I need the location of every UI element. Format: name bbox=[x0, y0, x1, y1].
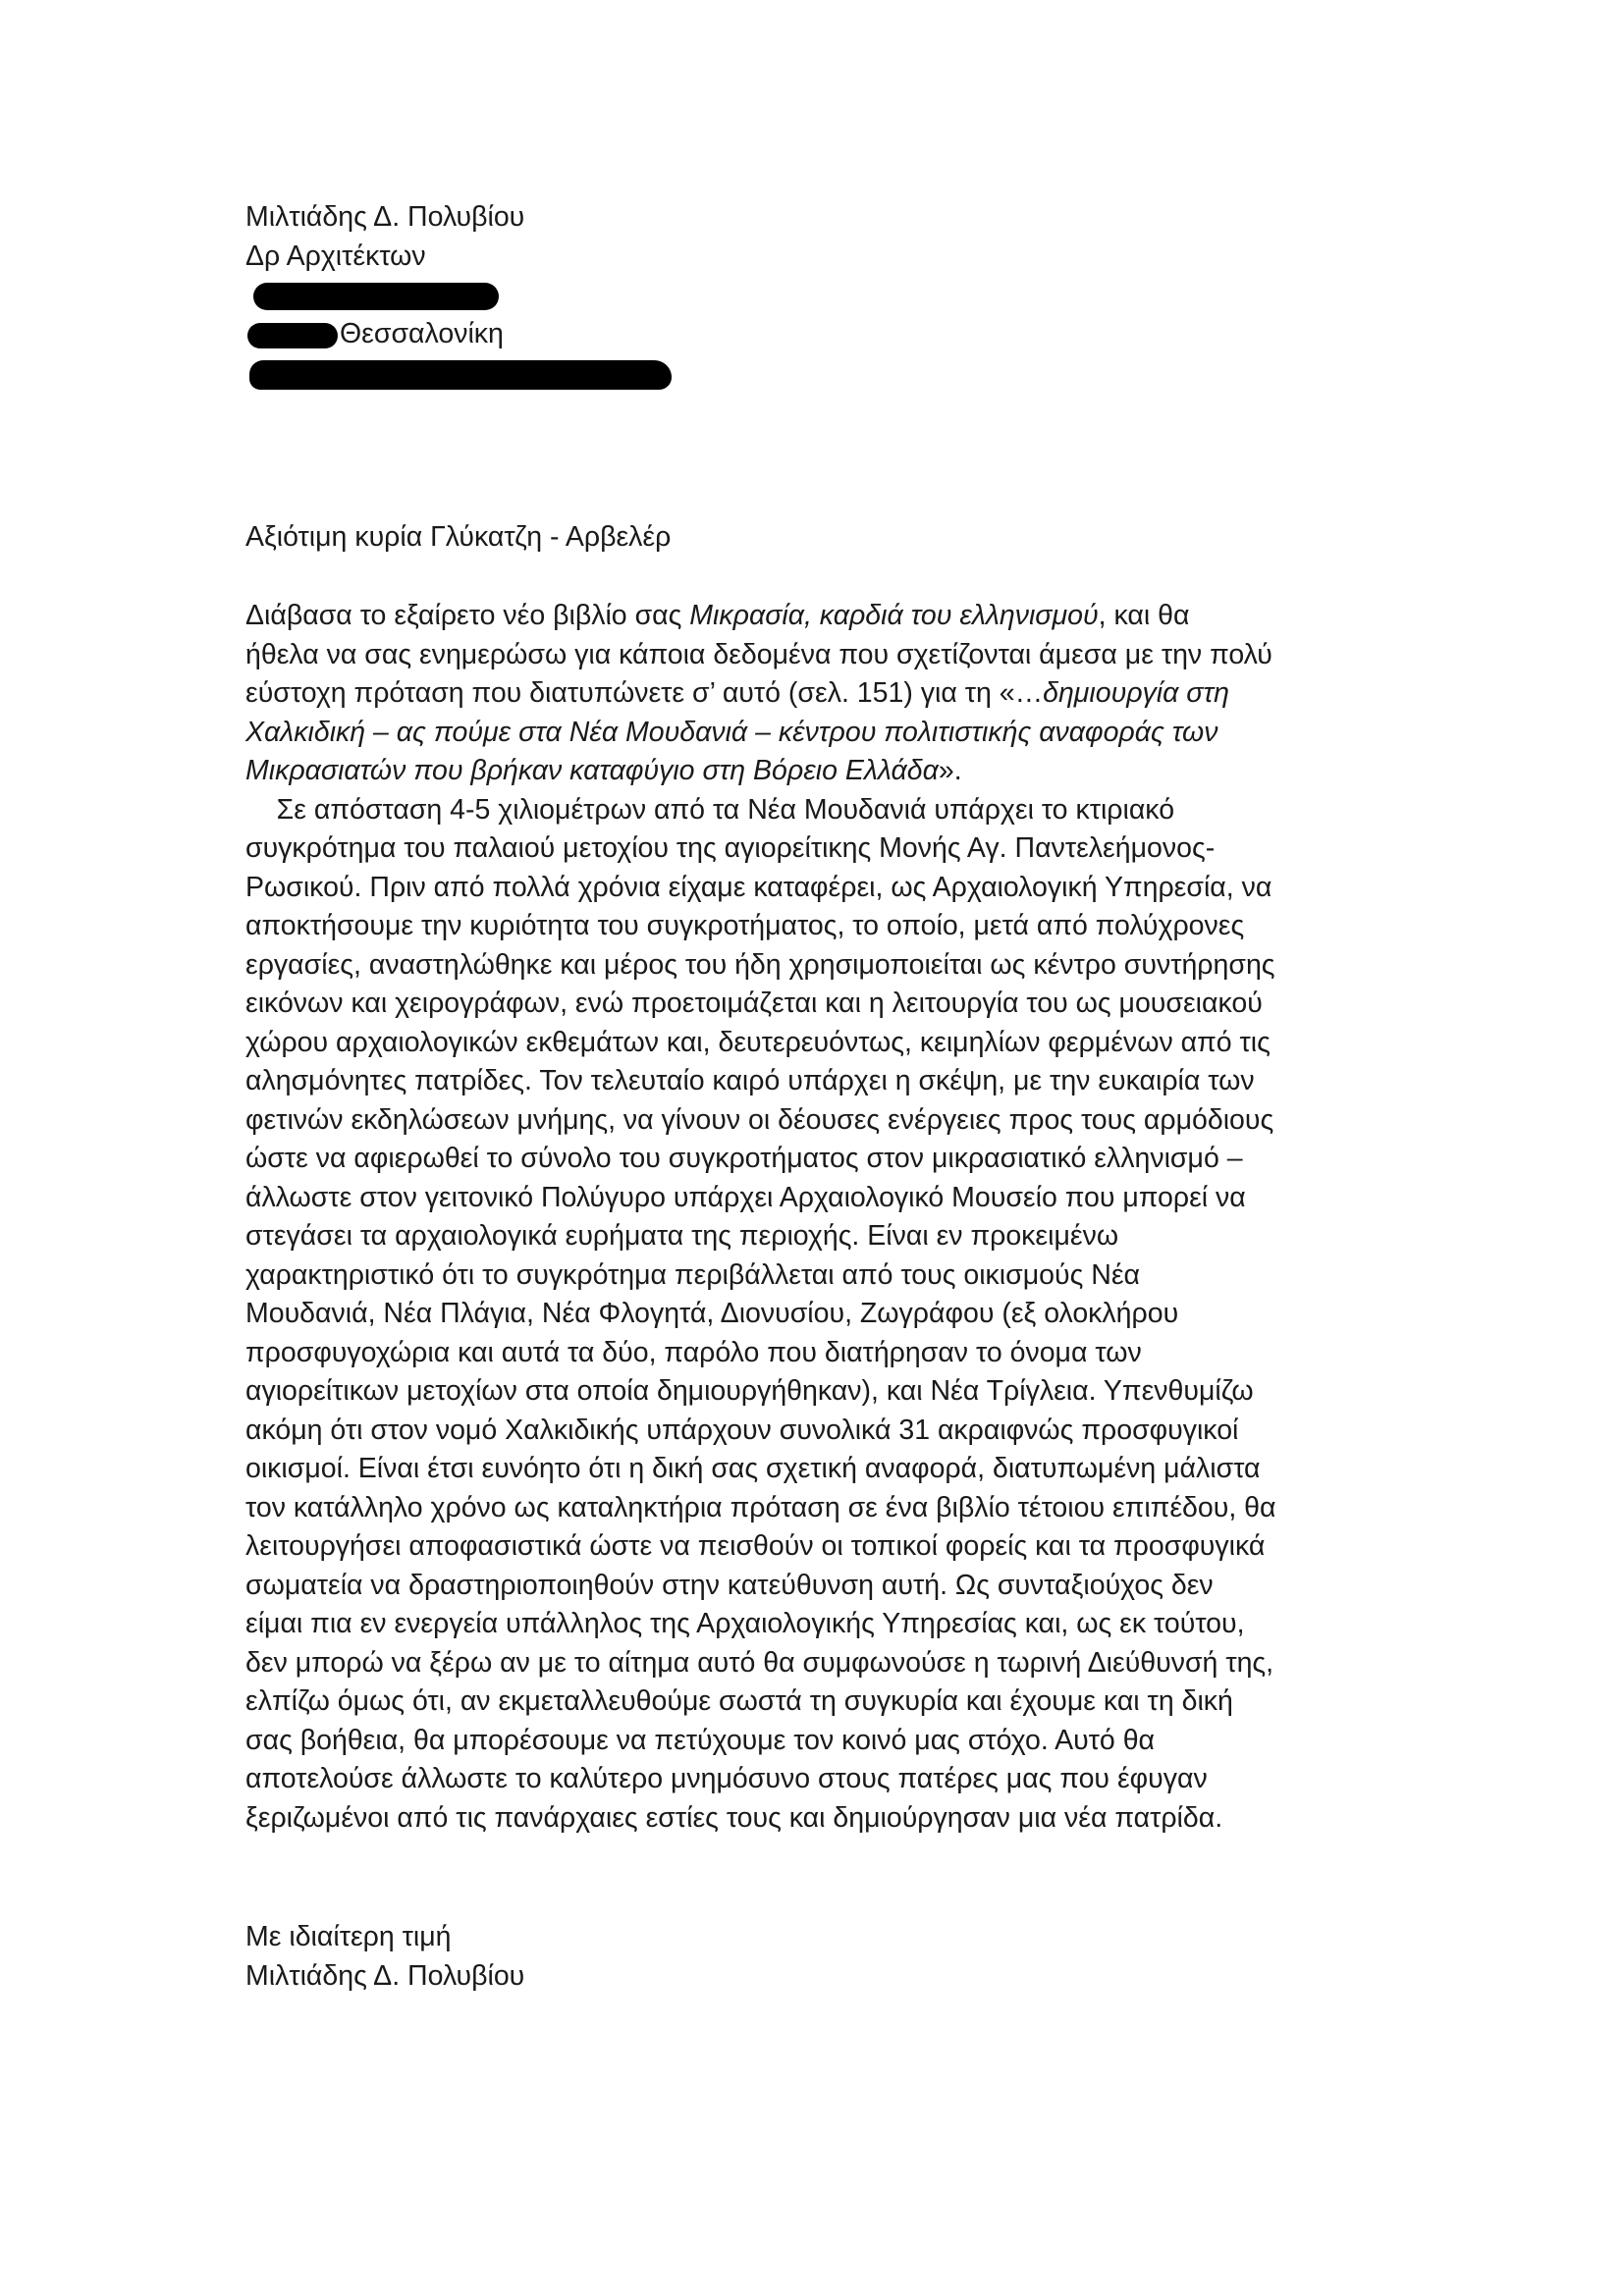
body-line: εικόνων και χειρογράφων, ενώ προετοιμάζεται και η λειτουργία του ως μουσειακού bbox=[245, 988, 1263, 1019]
body-line: δεν μπορώ να ξέρω αν με το αίτημα αυτό θα συμφωνούσε η τωρινή Διεύθυνσή της, bbox=[245, 1646, 1274, 1679]
body-line: χώρου αρχαιολογικών εκθεμάτων και, δευτερευόντως, κειμηλίων φερμένων από τις bbox=[245, 1026, 1271, 1058]
body-line: σωματεία να δραστηριοποιηθούν στην κατεύθυνση αυτή. Ως συνταξιούχος δεν bbox=[245, 1569, 1214, 1601]
body-line: ώστε να αφιερωθεί το σύνολο του συγκροτήματος στον μικρασιατικό ελληνισμό – bbox=[245, 1143, 1243, 1174]
body-line: αποκτήσουμε την κυριότητα του συγκροτήματος, το οποίο, μετά από πολύχρονες bbox=[245, 910, 1245, 941]
body-line: ξεριζωμένοι από τις πανάρχαιες εστίες τους και δημιούργησαν μια νέα πατρίδα. bbox=[245, 1801, 1223, 1834]
sender-block bbox=[245, 198, 524, 393]
body-paragraph-2 bbox=[245, 791, 1276, 1839]
closing-phrase: Με ιδιαίτερη τιμή bbox=[245, 1921, 452, 1952]
sender-name: Μιλτιάδης Δ. Πολυβίου bbox=[245, 201, 525, 233]
body-line: Χαλκιδική – ας πούμε στα Νέα Μουδανιά – κέντρου πολιτιστικής αναφοράς των bbox=[245, 716, 1218, 748]
body-line: Μικρασιατών που βρήκαν καταφύγιο στη Βόρειο Ελλάδα». bbox=[245, 755, 962, 786]
sender-title: Δρ Αρχιτέκτων bbox=[245, 240, 426, 272]
body-line: Σε απόσταση 4-5 χιλιομέτρων από τα Νέα Μουδανιά υπάρχει το κτιριακό bbox=[245, 793, 1175, 826]
body-line: άλλωστε στον γειτονικό Πολύγυρο υπάρχει Αρχαιολογικό Μουσείο που μπορεί να bbox=[245, 1181, 1246, 1213]
body-line: χαρακτηριστικό ότι το συγκρότημα περιβάλλεται από τους οικισμούς Νέα bbox=[245, 1258, 1140, 1291]
body-line: εργασίες, αναστηλώθηκε και μέρος του ήδη χρησιμοποιείται ως κέντρο συντήρησης bbox=[245, 948, 1275, 981]
redaction-mark bbox=[249, 360, 672, 390]
body-line: αποτελούσε άλλωστε το καλύτερο μνημόσυνο στους πατέρες μας που έφυγαν bbox=[245, 1763, 1208, 1794]
body-line: σας βοήθεια, θα μπορέσουμε να πετύχουμε τον κοινό μας στόχο. Αυτό θα bbox=[245, 1724, 1156, 1756]
redaction-mark bbox=[247, 323, 338, 348]
body-line: αγιορείτικων μετοχίων στα οποία δημιουργήθηκαν), και Νέα Τρίγλεια. Υπενθυμίζω bbox=[245, 1375, 1254, 1407]
body-line: οικισμοί. Είναι έτσι ευνόητο ότι η δική σας σχετική αναφορά, διατυπωμένη μάλιστα bbox=[245, 1453, 1261, 1484]
salutation: Αξιότιμη κυρία Γλύκατζη - Αρβελέρ bbox=[245, 521, 672, 553]
signature: Μιλτιάδης Δ. Πολυβίου bbox=[245, 1959, 525, 1992]
body-line: λειτουργήσει αποφασιστικά ώστε να πεισθούν οι τοπικοί φορείς και τα προσφυγικά bbox=[245, 1530, 1266, 1562]
body-line: Ρωσικού. Πριν από πολλά χρόνια είχαμε καταφέρει, ως Αρχαιολογική Υπηρεσία, να bbox=[245, 871, 1272, 903]
body-line: ακόμη ότι στον νομό Χαλκιδικής υπάρχουν συνολικά 31 ακραιφνώς προσφυγικοί bbox=[245, 1414, 1239, 1446]
sender-street-redacted bbox=[245, 276, 524, 315]
body-line: τον κατάλληλο χρόνο ως καταληκτήρια πρόταση σε ένα βιβλίο τέτοιου επιπέδου, θα bbox=[245, 1491, 1276, 1523]
closing-block bbox=[245, 1918, 524, 1996]
body-line: Διάβασα το εξαίρετο νέο βιβλίο σας Μικρασία, καρδιά του ελληνισμού, και θα bbox=[245, 600, 1190, 631]
body-line: φετινών εκδηλώσεων μνήμης, να γίνουν οι δέουσες ενέργειες προς τους αρμόδιους bbox=[245, 1103, 1274, 1136]
sender-city: Θεσσαλονίκη bbox=[340, 317, 504, 349]
sender-phone-redacted bbox=[245, 353, 524, 393]
body-line: αλησμόνητες πατρίδες. Τον τελευταίο καιρό υπάρχει η σκέψη, με την ευκαιρία των bbox=[245, 1065, 1255, 1096]
body-line: εύστοχη πρόταση που διατυπώνετε σ’ αυτό (σελ. 151) για τη «…δημιουργία στη bbox=[245, 677, 1229, 709]
body-line: στεγάσει τα αρχαιολογικά ευρήματα της περιοχής. Είναι εν προκειμένω bbox=[245, 1220, 1119, 1252]
body-line: ελπίζω όμως ότι, αν εκμεταλλευθούμε σωστά τη συγκυρία και έχουμε και τη δική bbox=[245, 1685, 1233, 1717]
body-line: είμαι πια εν ενεργεία υπάλληλος της Αρχαιολογικής Υπηρεσίας και, ως εκ τούτου, bbox=[245, 1608, 1245, 1639]
body-line: Μουδανιά, Νέα Πλάγια, Νέα Φλογητά, Διονυσίου, Ζωγράφου (εξ ολοκλήρου bbox=[245, 1298, 1179, 1329]
redaction-mark bbox=[253, 283, 499, 310]
sender-city-line bbox=[245, 315, 524, 354]
body-line: ήθελα να σας ενημερώσω για κάποια δεδομένα που σχετίζονται άμεσα με την πολύ bbox=[245, 638, 1272, 670]
letter-body bbox=[245, 597, 1276, 1838]
body-line: συγκρότημα του παλαιού μετοχίου της αγιορείτικης Μονής Αγ. Παντελεήμονος- bbox=[245, 832, 1216, 864]
body-line: προσφυγοχώρια και αυτά τα δύο, παρόλο που διατήρησαν το όνομα των bbox=[245, 1336, 1142, 1368]
